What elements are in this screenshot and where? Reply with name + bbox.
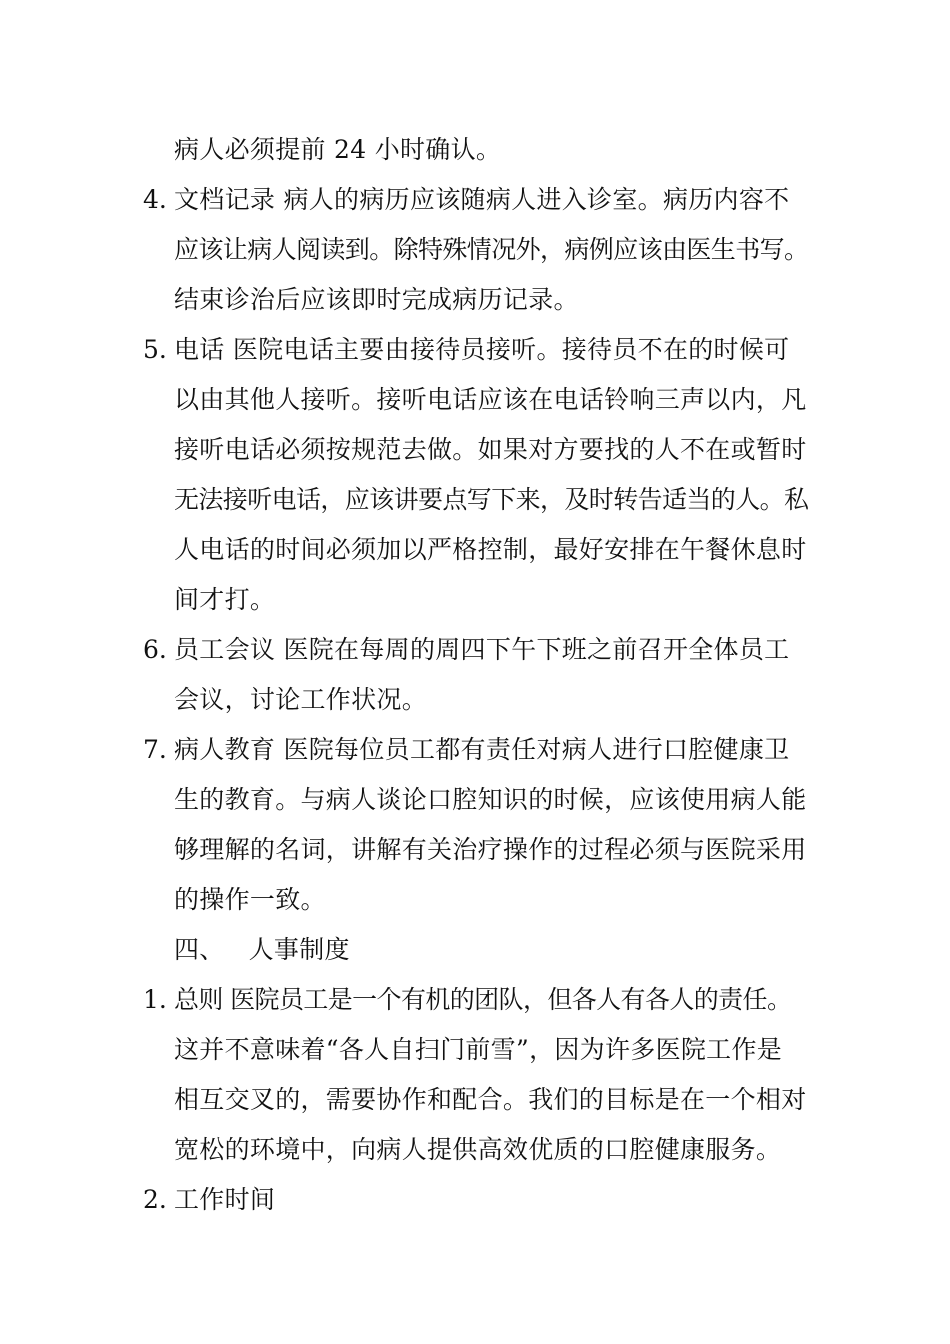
text-line: 宽松的环境中，向病人提供高效优质的口腔健康服务。 [174, 1135, 782, 1164]
text-line: 人电话的时间必须加以严格控制，最好安排在午餐休息时 [174, 535, 807, 564]
text-line: 间才打。 [174, 585, 276, 614]
text-line: 应该让病人阅读到。除特殊情况外，病例应该由医生书写。 [174, 235, 809, 264]
list-number: 2. [143, 1185, 167, 1214]
section-heading [174, 935, 350, 965]
text-line: 文档记录 病人的病历应该随病人进入诊室。病历内容不 [174, 185, 790, 214]
text-line: 这并不意味着“各人自扫门前雪”，因为许多医院工作是 [174, 1035, 783, 1064]
text-line: 病人教育 医院每位员工都有责任对病人进行口腔健康卫 [174, 735, 790, 764]
text-line: 接听电话必须按规范去做。如果对方要找的人不在或暂时 [174, 435, 807, 464]
section-number: 四、 [174, 935, 225, 964]
text-line: 会议，讨论工作状况。 [174, 685, 428, 714]
text-line: 电话 医院电话主要由接待员接听。接待员不在的时候可 [174, 335, 790, 364]
list-number: 5. [143, 335, 167, 364]
text-line: 总则 医院员工是一个有机的团队，但各人有各人的责任。 [174, 985, 792, 1014]
text-line: 结束诊治后应该即时完成病历记录。 [174, 285, 579, 314]
list-number: 4. [143, 185, 167, 214]
text-line: 的操作一致。 [174, 885, 326, 914]
list-number: 1. [143, 985, 167, 1014]
text-line: 相互交叉的，需要协作和配合。我们的目标是在一个相对 [174, 1085, 807, 1114]
section-title: 人事制度 [248, 935, 350, 964]
text-line: 员工会议 医院在每周的周四下午下班之前召开全体员工 [174, 635, 790, 664]
text-line: 工作时间 [174, 1185, 276, 1214]
text-line: 病人必须提前 24 小时确认。 [174, 135, 502, 164]
list-number: 6. [143, 635, 167, 664]
text-line: 够理解的名词，讲解有关治疗操作的过程必须与医院采用 [174, 835, 807, 864]
text-line: 生的教育。与病人谈论口腔知识的时候，应该使用病人能 [174, 785, 807, 814]
list-number: 7. [143, 735, 167, 764]
text-line: 以由其他人接听。接听电话应该在电话铃响三声以内，凡 [174, 385, 807, 414]
text-line: 无法接听电话，应该讲要点写下来，及时转告适当的人。私 [174, 485, 809, 514]
